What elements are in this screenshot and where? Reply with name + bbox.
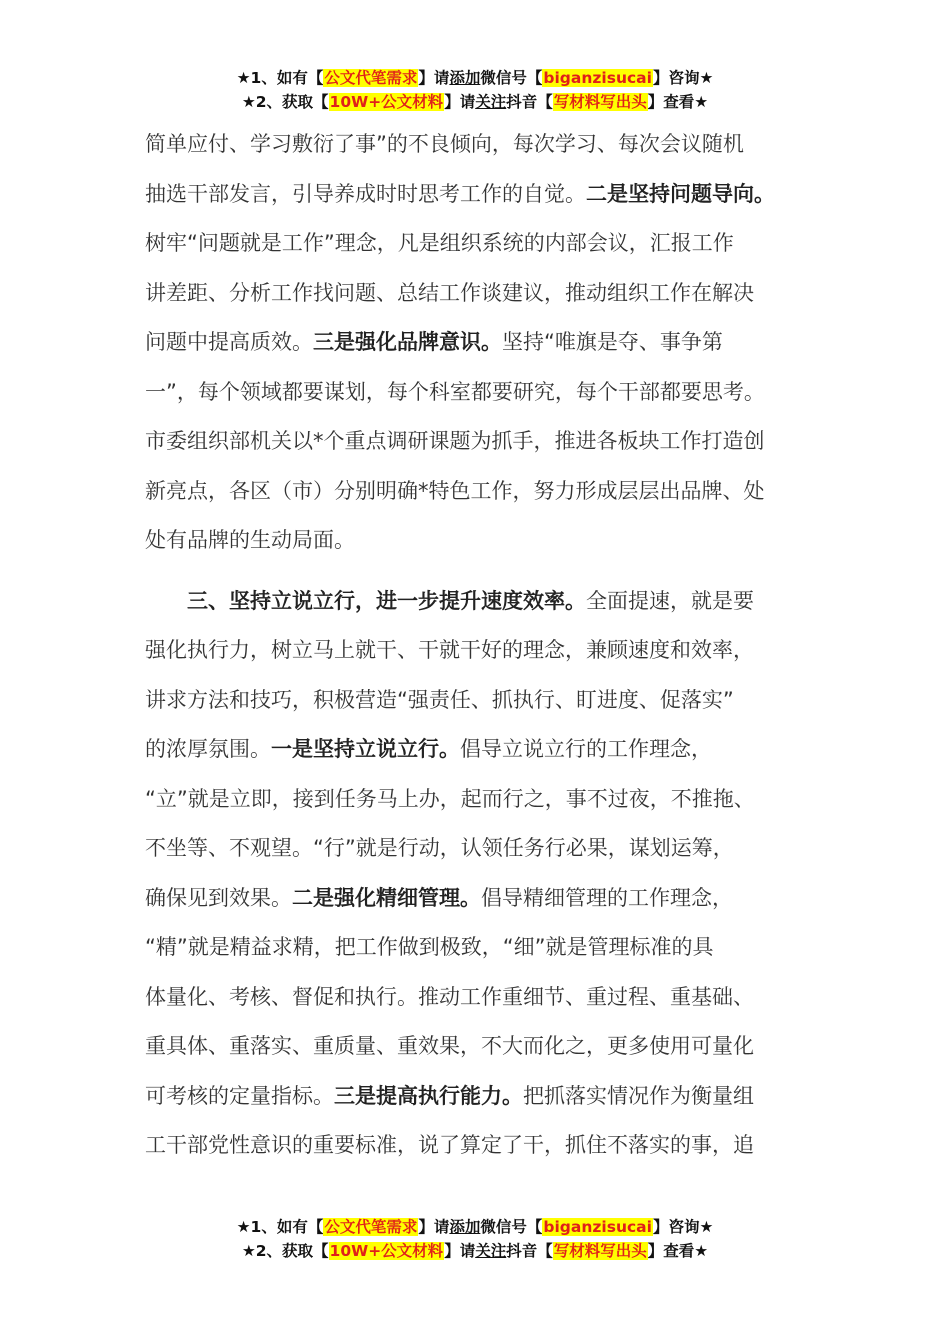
banner-text: 】查看★ bbox=[647, 93, 709, 111]
banner-text: 】请 bbox=[418, 1218, 450, 1236]
banner-text: 】咨询★ bbox=[652, 1218, 714, 1236]
banner-text: 微信号【 bbox=[480, 1218, 543, 1236]
bold-heading: 二是强化精细管理。 bbox=[292, 885, 481, 910]
text-line: 强化执行力，树立马上就干、干就干好的理念，兼顾速度和效率， bbox=[145, 638, 754, 662]
text-line: 简单应付、学习敷衍了事”的不良倾向，每次学习、每次会议随机 bbox=[145, 132, 744, 156]
banner-underline: 添加 bbox=[449, 1218, 481, 1236]
banner-line-1 bbox=[0, 1215, 950, 1239]
text-line: 讲差距、分析工作找问题、总结工作谈建议，推动组织工作在解决 bbox=[145, 280, 754, 305]
banner-text: 抖音【 bbox=[506, 93, 553, 111]
bold-heading: 二是坚持问题导向。 bbox=[586, 181, 775, 206]
banner-highlight: 公文代笔需求 bbox=[324, 1218, 418, 1236]
banner-text: 抖音【 bbox=[506, 1242, 553, 1260]
text-line: 可考核的定量指标。三是提高执行能力。把抓落实情况作为衡量组 bbox=[145, 1083, 754, 1108]
text-line: 三、坚持立说立行，进一步提升速度效率。全面提速，就是要 bbox=[187, 588, 754, 613]
text-line: “精”就是精益求精，把工作做到极致，“细”就是管理标准的具 bbox=[145, 935, 714, 959]
header-banner bbox=[0, 66, 950, 114]
bold-heading: 一是坚持立说立行。 bbox=[271, 737, 460, 761]
banner-highlight: biganzisucai bbox=[543, 1218, 652, 1236]
text-line: “立”就是立即，接到任务马上办，起而行之，事不过夜，不推拖、 bbox=[145, 786, 755, 811]
banner-highlight: 10W+公文材料 bbox=[329, 1242, 444, 1260]
text-line: 确保见到效果。二是强化精细管理。倡导精细管理的工作理念， bbox=[145, 885, 733, 910]
banner-text: 】咨询★ bbox=[652, 69, 714, 87]
banner-line-2 bbox=[0, 90, 950, 114]
text-line: 讲求方法和技巧，积极营造“强责任、抓执行、盯进度、促落实” bbox=[145, 687, 734, 712]
banner-underline: 关注 bbox=[475, 1242, 507, 1260]
text-line: 不坐等、不观望。“行”就是行动，认领任务行必果，谋划运筹， bbox=[145, 836, 734, 860]
banner-highlight: biganzisucai bbox=[543, 69, 652, 87]
banner-text: 】请 bbox=[444, 1242, 476, 1260]
text-line: 一”，每个领域都要谋划，每个科室都要研究，每个干部都要思考。 bbox=[145, 379, 765, 404]
banner-highlight: 写材料写出头 bbox=[553, 93, 647, 111]
banner-text: 】查看★ bbox=[647, 1242, 709, 1260]
text-line: 重具体、重落实、重质量、重效果，不大而化之，更多使用可量化 bbox=[145, 1034, 754, 1058]
banner-text: ★2、获取【 bbox=[241, 1242, 329, 1260]
banner-highlight: 公文代笔需求 bbox=[324, 69, 418, 87]
text-line: 体量化、考核、督促和执行。推动工作重细节、重过程、重基础、 bbox=[145, 984, 754, 1009]
banner-text: ★2、获取【 bbox=[241, 93, 329, 111]
document-body bbox=[145, 120, 825, 1171]
text-line: 问题中提高质效。三是强化品牌意识。坚持“唯旗是夺、事争第 bbox=[145, 330, 723, 354]
banner-line-1 bbox=[0, 66, 950, 90]
banner-text: 微信号【 bbox=[480, 69, 543, 87]
text-line: 处有品牌的生动局面。 bbox=[145, 528, 355, 552]
banner-text: ★1、如有【 bbox=[236, 69, 324, 87]
banner-underline: 关注 bbox=[475, 93, 507, 111]
paragraph-gap bbox=[145, 566, 825, 577]
bold-heading: 三是强化品牌意识。 bbox=[313, 330, 502, 354]
section-heading: 三、坚持立说立行，进一步提升速度效率。 bbox=[187, 588, 586, 613]
banner-highlight: 写材料写出头 bbox=[553, 1242, 647, 1260]
banner-text: 】请 bbox=[444, 93, 476, 111]
bold-heading: 三是提高执行能力。 bbox=[334, 1083, 523, 1108]
banner-highlight: 10W+公文材料 bbox=[329, 93, 444, 111]
text-line: 工干部党性意识的重要标准，说了算定了干，抓住不落实的事，追 bbox=[145, 1133, 754, 1157]
banner-underline: 添加 bbox=[449, 69, 481, 87]
footer-banner bbox=[0, 1215, 950, 1263]
text-line: 抽选干部发言，引导养成时时思考工作的自觉。二是坚持问题导向。 bbox=[145, 181, 775, 206]
banner-line-2 bbox=[0, 1239, 950, 1263]
banner-text: ★1、如有【 bbox=[236, 1218, 324, 1236]
text-line: 树牢“问题就是工作”理念，凡是组织系统的内部会议，汇报工作 bbox=[145, 231, 734, 255]
text-line: 新亮点，各区（市）分别明确*特色工作，努力形成层层出品牌、处 bbox=[145, 478, 765, 503]
text-line: 的浓厚氛围。一是坚持立说立行。倡导立说立行的工作理念， bbox=[145, 737, 712, 761]
text-line: 市委组织部机关以*个重点调研课题为抓手，推进各板块工作打造创 bbox=[145, 429, 765, 453]
banner-text: 】请 bbox=[418, 69, 450, 87]
